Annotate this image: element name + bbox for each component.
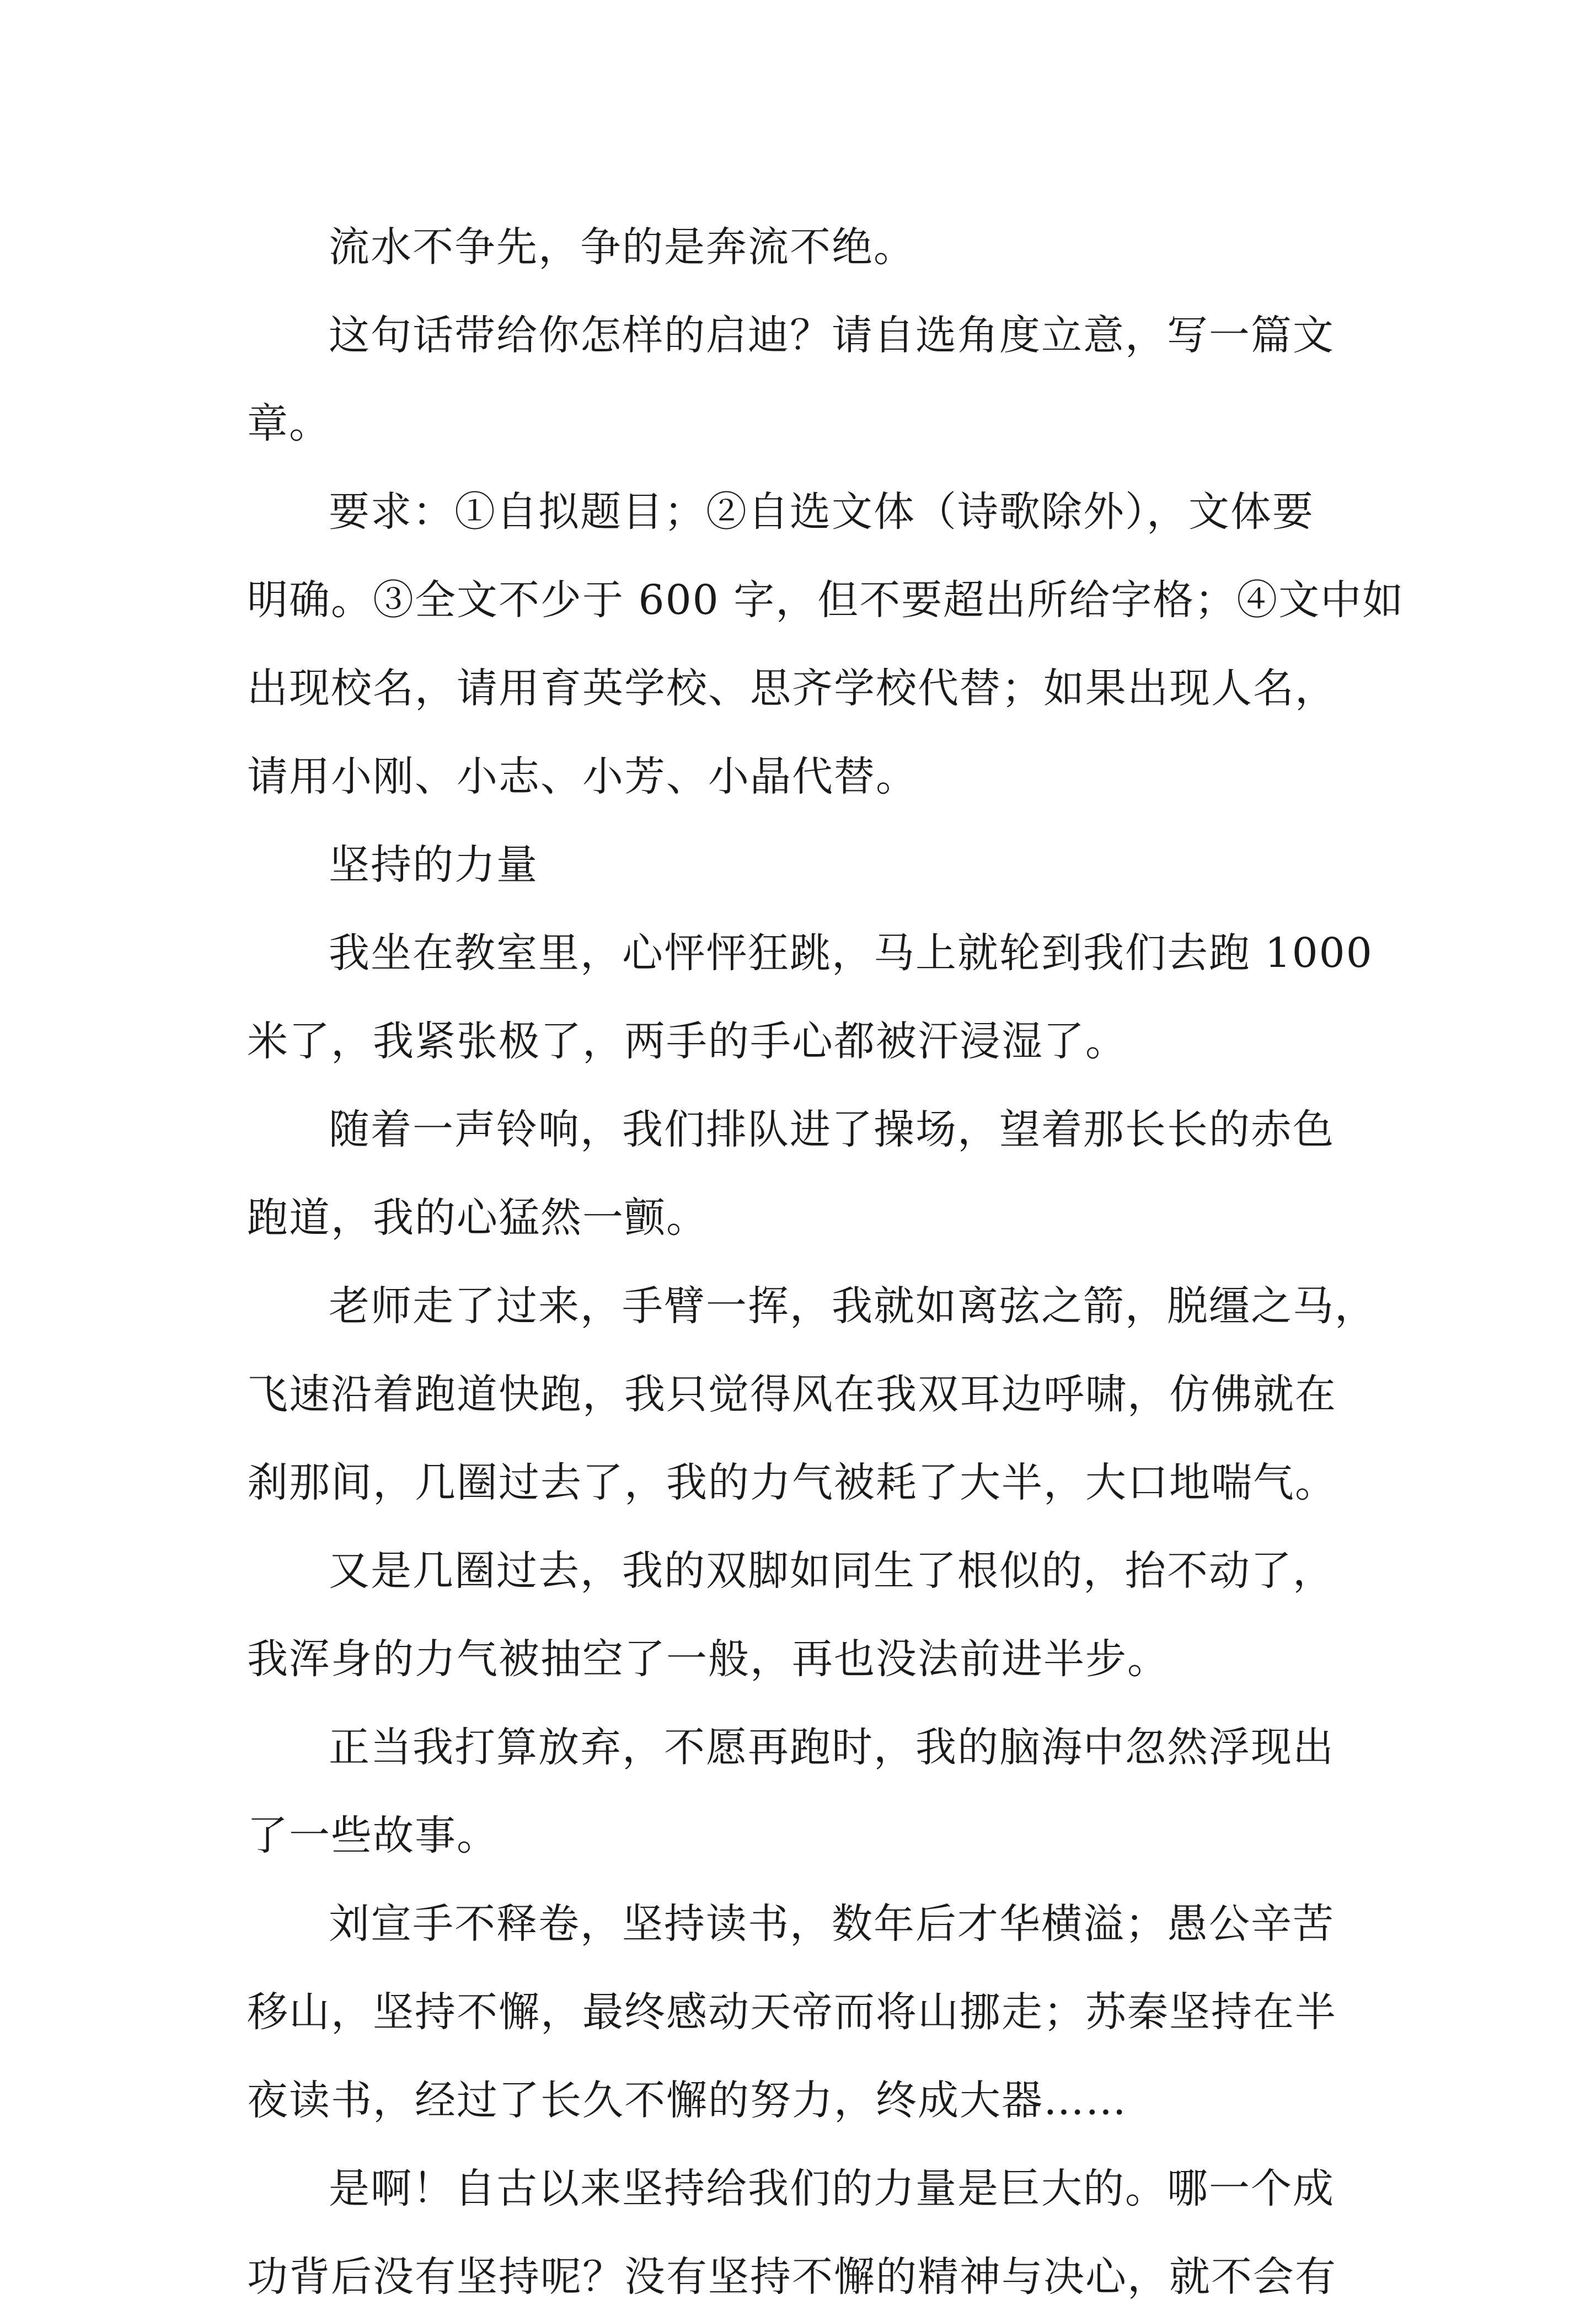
essay-title: 坚持的力量 bbox=[329, 841, 538, 889]
document-body bbox=[247, 203, 1405, 2321]
prompt-requirements-line-1: 要求：①自拟题目；②自选文体（诗歌除外），文体要 bbox=[329, 488, 1314, 536]
essay-line: 是啊！自古以来坚持给我们的力量是巨大的。哪一个成 bbox=[329, 2165, 1335, 2212]
essay-line: 我浑身的力气被抽空了一般，再也没法前进半步。 bbox=[247, 1635, 1169, 1683]
essay-line: 功背后没有坚持呢？没有坚持不懈的精神与决心，就不会有 bbox=[247, 2253, 1337, 2301]
prompt-requirements-line-3: 出现校名，请用育英学校、思齐学校代替；如果出现人名， bbox=[247, 665, 1337, 712]
essay-line: 移山，坚持不懈，最终感动天帝而将山挪走；苏秦坚持在半 bbox=[247, 1988, 1337, 2036]
essay-line: 正当我打算放弃，不愿再跑时，我的脑海中忽然浮现出 bbox=[329, 1724, 1335, 1771]
prompt-question-line-2: 章。 bbox=[247, 400, 331, 447]
prompt-quote: 流水不争先，争的是奔流不绝。 bbox=[329, 223, 915, 271]
essay-line: 我坐在教室里，心怦怦狂跳，马上就轮到我们去跑 1000 bbox=[329, 929, 1373, 977]
prompt-requirements-line-2: 明确。③全文不少于 600 字，但不要超出所给字格；④文中如 bbox=[247, 576, 1405, 624]
prompt-question-line-1: 这句话带给你怎样的启迪？请自选角度立意，写一篇文 bbox=[329, 312, 1335, 359]
essay-line: 刹那间，几圈过去了，我的力气被耗了大半，大口地喘气。 bbox=[247, 1459, 1337, 1506]
essay-line: 老师走了过来，手臂一挥，我就如离弦之箭，脱缰之马， bbox=[329, 1282, 1377, 1330]
essay-line: 跑道，我的心猛然一颤。 bbox=[247, 1194, 708, 1242]
essay-line: 米了，我紧张极了，两手的手心都被汗浸湿了。 bbox=[247, 1018, 1127, 1065]
essay-line: 刘宣手不释卷，坚持读书，数年后才华横溢；愚公辛苦 bbox=[329, 1900, 1335, 1948]
essay-line: 又是几圈过去，我的双脚如同生了根似的，抬不动了， bbox=[329, 1547, 1335, 1595]
essay-line: 夜读书，经过了长久不懈的努力，终成大器…… bbox=[247, 2077, 1127, 2124]
essay-line: 随着一声铃响，我们排队进了操场，望着那长长的赤色 bbox=[329, 1106, 1335, 1153]
essay-line: 飞速沿着跑道快跑，我只觉得风在我双耳边呼啸，仿佛就在 bbox=[247, 1371, 1337, 1418]
essay-line: 了一些故事。 bbox=[247, 1812, 499, 1859]
prompt-requirements-line-4: 请用小刚、小志、小芳、小晶代替。 bbox=[247, 753, 918, 800]
